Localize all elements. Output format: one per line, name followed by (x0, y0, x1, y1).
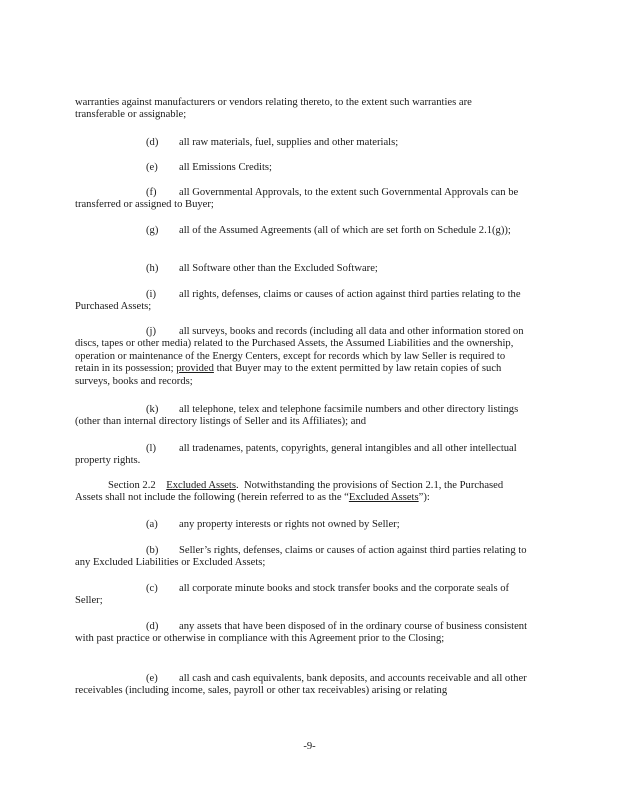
clause-text: all surveys, books and records (including all data and other information stored on discs, tapes or other media) related to the Purchased Assets, the Assumed Liabilities and the ownership, operation or maintenance of the Energy Centers, except for records which by law Seller is required to retain in its possession; (75, 326, 524, 375)
clause-2-1-f (75, 187, 530, 212)
clause-text: all corporate minute books and stock transfer books and the corporate seals of Seller; (75, 583, 510, 607)
clause-text: all telephone, telex and telephone facsimile numbers and other directory listings (other than internal directory listings of Seller and its Affiliates); and (75, 404, 519, 428)
clause-label: (k) (146, 404, 159, 415)
clause-label: (l) (146, 443, 156, 454)
clause-2-1-h (75, 263, 530, 275)
clause-text: all cash and cash equivalents, bank deposits, and accounts receivable and all other receivables (including income, sales, payroll or other tax receivables) arising or relating (75, 673, 527, 697)
clause-2-2-a (75, 519, 530, 531)
page-number: -9- (303, 741, 316, 752)
clause-text: all raw materials, fuel, supplies and other materials; (179, 137, 399, 148)
clause-2-2-c (75, 583, 530, 608)
clause-label: (i) (146, 289, 156, 300)
section-text-end: ”): (418, 492, 430, 504)
intro-line-2: transferable or assignable; (75, 109, 187, 121)
clause-text: all Governmental Approvals, to the extent such Governmental Approvals can be transferred or assigned to Buyer; (75, 187, 519, 211)
clause-text: all Software other than the Excluded Software; (179, 263, 378, 274)
clause-label: (b) (146, 545, 159, 556)
section-title: Excluded Assets (166, 480, 236, 491)
clause-text-continued: that Buyer may to the extent permitted by law retain copies of such surveys, books and records; (75, 363, 502, 387)
clause-label: (e) (146, 673, 158, 684)
section-2-2-heading-paragraph: Section 2.2 Excluded Assets. Notwithstanding the provisions of Section 2.1, the Purchased Assets shall not include the following (herein referred to as the “Excluded Assets”): (75, 480, 504, 504)
clause-text: any property interests or rights not owned by Seller; (179, 519, 400, 530)
section-text: Notwithstanding the provisions of Section 2.1, the Purchased Assets shall not include the following (herein referred to as the “ (75, 480, 504, 504)
clause-2-1-k (75, 404, 530, 429)
clause-label: (d) (146, 621, 159, 632)
clause-text: all tradenames, patents, copyrights, general intangibles and all other intellectual property rights. (75, 443, 517, 467)
clause-2-1-j (75, 326, 530, 388)
defined-term: Excluded Assets (348, 492, 419, 504)
clause-text: all of the Assumed Agreements (all of which are set forth on Schedule 2.1(g)); (179, 225, 511, 236)
clause-2-1-l (75, 443, 530, 468)
clause-2-1-e (75, 162, 530, 174)
clause-text: all Emissions Credits; (179, 162, 272, 173)
clause-2-2-b (75, 545, 530, 570)
proviso-term: provided (176, 363, 214, 375)
clause-label: (g) (146, 225, 159, 236)
clause-text: all rights, defenses, claims or causes of action against third parties relating to the Purchased Assets; (75, 289, 521, 313)
clause-2-1-d (75, 137, 530, 149)
intro-paragraph (75, 97, 530, 122)
clause-2-2-e (75, 673, 530, 698)
clause-label: (j) (146, 326, 156, 337)
clause-label: (e) (146, 162, 158, 173)
intro-line-1: warranties against manufacturers or vendors relating thereto, to the extent such warranties are (75, 97, 472, 108)
clause-text: any assets that have been disposed of in the ordinary course of business consistent with past practice or otherwise in compliance with this Agreement prior to the Closing; (75, 621, 528, 645)
clause-label: (d) (146, 137, 159, 148)
section-number: Section 2.2 (108, 480, 156, 491)
clause-2-1-i (75, 289, 530, 314)
clause-label: (h) (146, 263, 159, 274)
clause-2-1-g (75, 225, 530, 237)
clause-text: Seller’s rights, defenses, claims or causes of action against third parties relating to any Excluded Liabilities or Excluded Assets; (75, 545, 527, 569)
clause-label: (f) (146, 187, 157, 198)
clause-label: (a) (146, 519, 158, 530)
clause-2-2-d (75, 621, 530, 646)
clause-label: (c) (146, 583, 158, 594)
